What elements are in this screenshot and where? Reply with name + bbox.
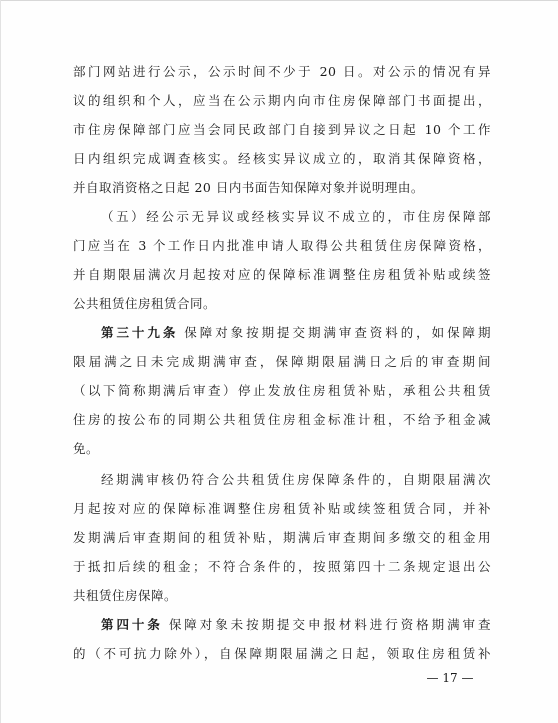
paragraph-4-line-5: 共租赁住房保障。	[73, 588, 178, 603]
page-top-edge	[0, 0, 558, 1]
article-40-first-line	[101, 615, 491, 635]
article-40-heading: 第四十条	[101, 617, 163, 632]
paragraph-4-line-2: 月起按对应的保障标准调整住房租赁补贴或续签租赁合同，并补	[73, 501, 491, 516]
paragraph-1-line-1: 部门网站进行公示，公示时间不少于 20 日。对公示的情况有异	[73, 64, 491, 79]
page-number: — 17 —	[426, 671, 474, 685]
page-left-edge	[0, 0, 1, 723]
article-39-line-4: 住房的按公布的同期公共租赁住房租金标准计租，不给予租金减	[73, 412, 491, 427]
article-40-line-2: 的（不可抗力除外），自保障期限届满之日起，领取住房租赁补	[73, 646, 491, 661]
paragraph-2-line-4: 公共租赁住房租赁合同。	[73, 296, 217, 311]
article-39-first-line	[101, 323, 491, 343]
paragraph-2-line-1: （五）经公示无异议或经核实异议不成立的，市住房保障部	[101, 209, 491, 224]
paragraph-1-line-3: 市住房保障部门应当会同民政部门自接到异议之日起 10 个工作	[73, 122, 491, 137]
paragraph-2-line-3: 并自期限届满次月起按对应的保障标准调整住房租赁补贴或续签	[73, 267, 491, 282]
paragraph-1-line-4: 日内组织完成调查核实。经核实异议成立的，取消其保障资格，	[73, 151, 491, 166]
article-39-heading: 第三十九条	[101, 325, 179, 340]
article-39-line-3: （以下简称期满后审查）停止发放住房租赁补贴，承租公共租赁	[73, 383, 491, 398]
paragraph-2-line-2: 门应当在 3 个工作日内批准申请人取得公共租赁住房保障资格，	[73, 238, 491, 253]
article-40-line-1: 保障对象未按期提交申报材料进行资格期满审查	[168, 617, 491, 632]
paragraph-4-line-4: 于抵扣后续的租金；不符合条件的，按照第四十二条规定退出公	[73, 559, 491, 574]
paragraph-4-line-1: 经期满审核仍符合公共租赁住房保障条件的，自期限届满次	[101, 472, 491, 487]
paragraph-1-line-5: 并自取消资格之日起 20 日内书面告知保障对象并说明理由。	[73, 180, 424, 195]
article-39-line-2: 限届满之日未完成期满审查，保障期限届满日之后的审查期间	[73, 354, 491, 369]
paragraph-4-line-3: 发期满后审查期间的租赁补贴，期满后审查期间多缴交的租金用	[73, 530, 491, 545]
paragraph-1-line-2: 议的组织和个人，应当在公示期内向市住房保障部门书面提出，	[73, 93, 491, 108]
article-39-line-5: 免。	[73, 441, 100, 456]
article-39-line-1: 保障对象按期提交期满审查资料的，如保障期	[184, 325, 491, 340]
